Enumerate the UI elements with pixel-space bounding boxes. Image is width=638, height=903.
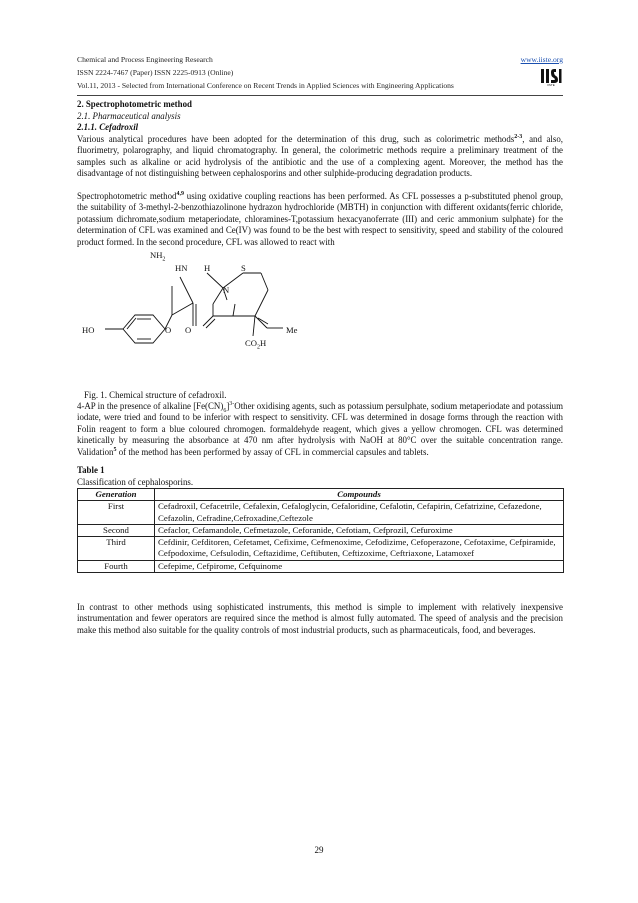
h-label: H [204, 263, 211, 273]
o-label-2: O [185, 325, 192, 335]
o-label-1: O [165, 325, 172, 335]
paragraph-1: Various analytical procedures have been adopted for the determination of this drug, such as colorimetric methods$^{2-3}$, and also, fluorimetry, polarography, and liquid chromatography. In general, the colorimetric methods require a preliminary treatment of the samples such as alkaline or acid hydrolysis of the antibiotic and the use of a complexing agent. Moreover, the method has the disadvantage of not distinguishing between cephalosporins and other sulphide-producing degradation products. [77, 134, 563, 179]
co2h-label: CO [245, 338, 257, 348]
issn-line: ISSN 2224-7467 (Paper) ISSN 2225-0913 (Online) [77, 68, 234, 77]
generation-cell: Third [78, 537, 155, 561]
generation-cell: First [78, 501, 155, 525]
generation-cell: Fourth [78, 560, 155, 572]
subsubsection-heading: 2.1.1. Cefadroxil [77, 122, 139, 132]
page-number: 29 [314, 845, 324, 855]
paragraph-2: Spectrophotometric method$^{4,9}$ using oxidative coupling reactions has been performed. As CFL possesses a p-substituted phenol group, the suitability of 3-methyl-2-benzothiazolinone hydrazon hydrochloride (MBTH) in conjunction with different oxidants(ferric chloride, potassium dichromate,sodium metaperiodate, chloramines-T,potassium hexacyanoferrate (III) and ceric ammonium sulphate) for the determination of CFL was examined and Ce(IV) was found to be the best with respect to sensitivity, speed and stability of the coloured product formed. In the second procedure, CFL was allowed to react with [77, 191, 563, 247]
paragraph-3: 4-AP in the presence of alkaline $[Fe(CN)_6]^{3-}Other$ oxidising agents, such as potassium persulphate, sodium metaperiodate and potassium iodate, were tried and found to be inferior with respect to sensitivity. CFL was determined in dosage forms through the reaction with Folin reagent to form a blue coloured chromogen. formaldehyde reagent, which gives a yellow chromogen. CFL was determined kinetically by measuring the absorbance at 470 nm after hydrolysis with NaOH at 80°C over the suitable concentration range. Validation$^5$ of the method has been performed by assay of CFL in commercial capsules and tablets. [77, 401, 563, 457]
s-label: S [241, 263, 246, 273]
citation-5: 5 [113, 446, 117, 453]
header-generation: Generation [78, 489, 155, 501]
generation-cell: Second [78, 524, 155, 536]
table-row [78, 537, 564, 561]
section-heading: 2. Spectrophotometric method [77, 99, 192, 109]
logo-text: IISTE [547, 83, 555, 86]
table-title: Table 1 [77, 465, 105, 475]
compounds-cell: Cefadroxil, Cefacetrile, Cefalexin, Cefaloglycin, Cefaloridine, Cefalotin, Cefapirin, Cefatrizine, Cefazedone, Cefazolin, Cefradine,Cefroxadine,Ceftezole [155, 501, 564, 525]
table-row [78, 560, 564, 572]
journal-name: Chemical and Process Engineering Research [77, 55, 213, 64]
header-compounds: Compounds [155, 489, 564, 501]
journal-url-link[interactable]: www.iiste.org [520, 55, 563, 64]
paper-page: Chemical and Process Engineering Research www.iiste.org ISSN 2224-7467 (Paper) ISSN 2225-0913 (Online) Vol.11, 2013 - Selected from International Conference on Recent Trends in Applied Sciences with Engineering Applications IISTE 2. Spectrophotometric method 2.1. Pharmaceutical analysis 2.1.1. Cefadroxil Various analytical procedures have been adopted for the determination of this drug, such as colorimetric methods$^{2-3}$, and also, fluorimetry, polarography, and liquid chromatography. In general, the colorimetric methods require a preliminary treatment of the samples such as alkaline or acid hydrolysis of the antibiotic and the use of a complexing agent. Moreover, the method has the disadvantage of not distinguishing between cephalosporins and other sulphide-producing degradation products. Spectrophotometric method$^{4,9}$ using oxidative coupling reactions has been performed. As CFL possesses a p-substituted phenol group, the suitability of 3-methyl-2-benzothiazolinone hydrazon hydrochloride (MBTH) in conjunction with different oxidants(ferric chloride, potassium dichromate,sodium metaperiodate, chloramines-T,potassium hexacyanoferrate (III) and ceric ammonium sulphate) for the determination of CFL was examined and Ce(IV) was found to be the best with respect to sensitivity, speed and stability of the coloured product formed. In the second procedure, CFL was allowed to react with $NH_2$ HN H S N HO O O Me $CO_2H$ Fig. 1. Chemical structure of cefadroxil. 4-AP in the presence of alkaline $[Fe(CN)_6]^{3-}Other$ oxidising agents, such as potassium persulphate, sodium metaperiodate and potassium iodate, were tried and found to be inferior with respect to sensitivity. CFL was determined in dosage forms through the reaction with Folin reagent to form a blue coloured chromogen. formaldehyde reagent, which gives a yellow chromogen. CFL was determined kinetically by measuring the absorbance at 470 nm after hydrolysis with NaOH at 80°C over the suitable concentration range. Validation$^5$ of the method has been performed by assay of CFL in commercial capsules and tablets. Table 1 Classification of cephalosporins. Generation Compounds First Cefadroxil, Cefacetrile, Cefalexin, Cefaloglycin, Cefaloridine, Cefalotin, Cefapirin, Cefatrizine, Cefazedone, Cefazolin, Cefradine,Cefroxadine,Ceftezole Second Cefaclor, Cefamandole, Cefmetazole, Ceforanide, Cefotiam, Cefprozil, Cefuroxime Third Cefdinir, Cefditoren, Cefetamet, Cefixime, Cefmenoxime, Cefodizime, Cefoperazone, Cefotaxime, Cefpiramide, Cefpodoxime, Cefsulodin, Ceftazidime, Ceftibuten, Ceftizoxime, Ceftriaxone, Latamoxef Fourth Cefepime, Cefpirome, Cefquinome In contrast to other methods using sophisticated instruments, this method is simple to implement with relatively inexpensive instrumentation and fewer operators are required since the method is almost fully automated. The speed of analysis and the precision make this method also suitable for the quality controls of most industrial products, such as pharmaceuticals, food, and beverages. 29 [0, 0, 638, 903]
citation-2-3: 2-3 [514, 134, 523, 141]
iiste-logo [540, 66, 562, 86]
citation-4-9: 4,9 [176, 191, 184, 198]
n-label: N [223, 285, 230, 295]
compounds-cell: Cefdinir, Cefditoren, Cefetamet, Cefixime, Cefmenoxime, Cefodizime, Cefoperazone, Cefotaxime, Cefpiramide, Cefpodoxime, Cefsulodin, Ceftazidime, Ceftibuten, Ceftizoxime, Ceftriaxone, Latamoxef [155, 537, 564, 561]
table-row [78, 524, 564, 536]
me-label: Me [286, 325, 298, 335]
ho-label: HO [82, 325, 95, 335]
table-header-row [78, 489, 564, 501]
header-rule [77, 95, 563, 96]
subsection-heading: 2.1. Pharmaceutical analysis [77, 111, 181, 121]
classification-table [77, 488, 564, 573]
table-subtitle: Classification of cephalosporins. [77, 477, 194, 487]
nh2-label: NH [150, 250, 163, 260]
paragraph-4: In contrast to other methods using sophisticated instruments, this method is simple to implement with relatively inexpensive instrumentation and fewer operators are required since the method is almost fully automated. The speed of analysis and the precision make this method also suitable for the quality controls of most industrial products, such as pharmaceuticals, food, and beverages. [77, 602, 563, 635]
volume-line: Vol.11, 2013 - Selected from International Conference on Recent Trends in Applied Sciences with Engineering Applications [77, 81, 454, 90]
figure-caption: Fig. 1. Chemical structure of cefadroxil. [84, 390, 227, 400]
compounds-cell: Cefaclor, Cefamandole, Cefmetazole, Ceforanide, Cefotiam, Cefprozil, Cefuroxime [155, 524, 564, 536]
compounds-cell: Cefepime, Cefpirome, Cefquinome [155, 560, 564, 572]
table-row [78, 501, 564, 525]
hn-label: HN [175, 263, 188, 273]
